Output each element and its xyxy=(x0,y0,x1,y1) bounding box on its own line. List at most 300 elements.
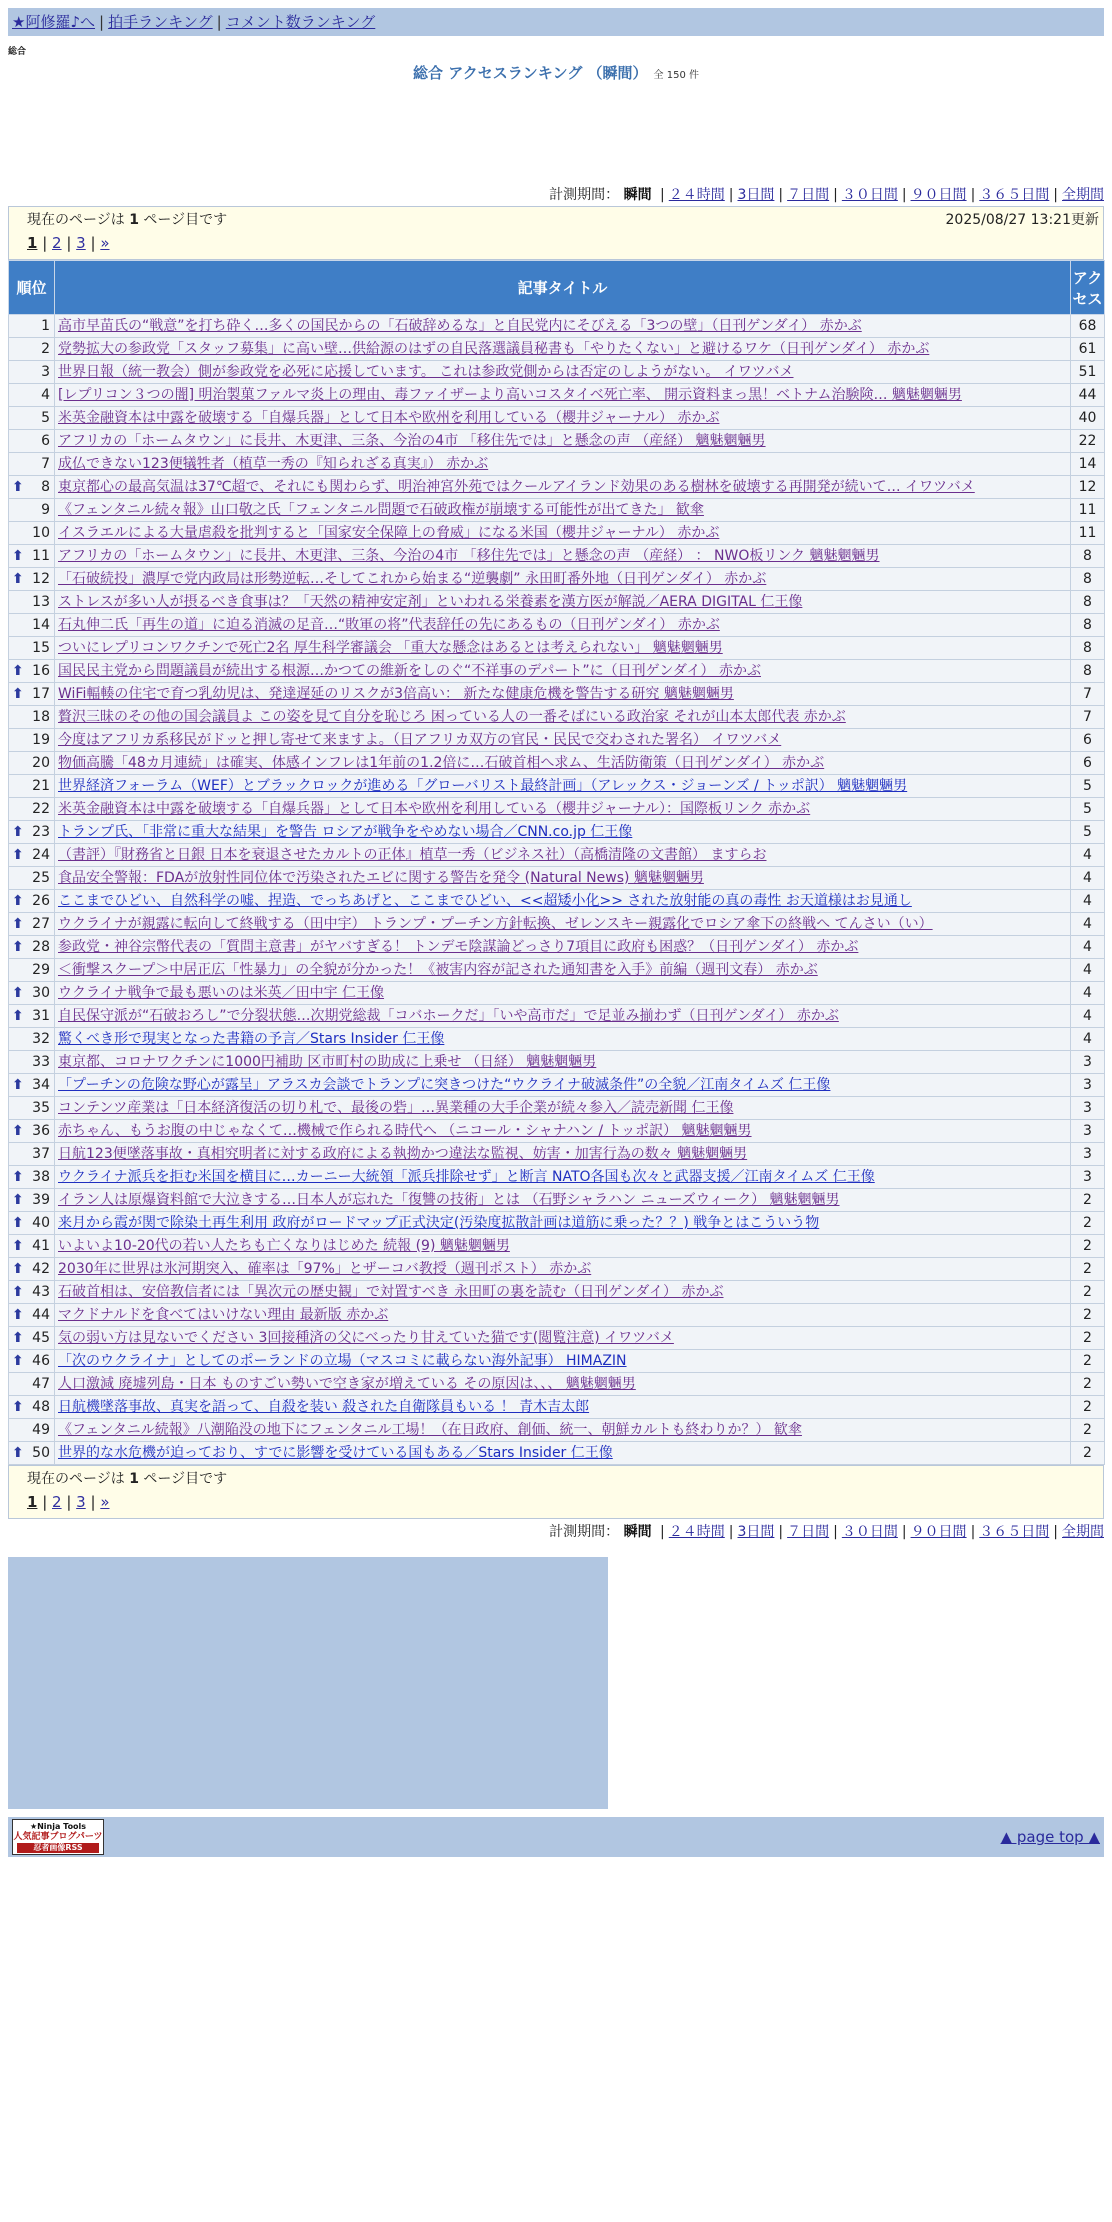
table-row xyxy=(9,430,1105,453)
access-count: 3 xyxy=(1071,1074,1105,1097)
period-selector-top: 計測期間： 瞬間 | ２４時間 | 3日間 | ７日間 | ３０日間 | ９０日間 | ３６５日間 | 全期間 xyxy=(549,187,1104,203)
rank-number: 47 xyxy=(32,1376,50,1392)
rank-number: 28 xyxy=(32,939,50,955)
article-title-link[interactable]: 贅沢三昧のその他の国会議員よ この姿を見て自分を恥じろ 困っている人の一番そばにいる政治家 それが山本太郎代表 赤かぶ xyxy=(58,709,846,725)
access-count: 22 xyxy=(1071,430,1105,453)
rank-number: 49 xyxy=(32,1422,50,1438)
access-count: 14 xyxy=(1071,453,1105,476)
access-count: 68 xyxy=(1071,315,1105,338)
access-count: 61 xyxy=(1071,338,1105,361)
table-row xyxy=(9,706,1105,729)
rank-cell xyxy=(9,752,55,775)
article-title-link[interactable]: [レプリコン３つの闇] 明治製菓ファルマ炎上の理由、毒ファイザーより高いコスタイベ死亡率、 開示資料まっ黒！ベトナム治験険… 魑魅魍魎男 xyxy=(58,387,962,403)
table-row xyxy=(9,1396,1105,1419)
table-row xyxy=(9,1097,1105,1120)
rank-cell xyxy=(9,1074,55,1097)
rank-cell xyxy=(9,1304,55,1327)
table-row xyxy=(9,614,1105,637)
page-top-link[interactable]: ▲ page top ▲ xyxy=(1000,1828,1100,1846)
table-row xyxy=(9,522,1105,545)
rank-cell xyxy=(9,1419,55,1442)
access-count: 40 xyxy=(1071,407,1105,430)
article-title-link[interactable]: ウクライナ派兵を拒む米国を横目に…カーニー大統領「派兵排除せず」と断言 NATO各国も次々と武器支援／江南タイムズ 仁王像 xyxy=(58,1169,875,1185)
period-link[interactable]: ２４時間 xyxy=(668,187,725,203)
arrow-up-icon: ⬆ xyxy=(12,847,24,863)
period-link[interactable]: 3日間 xyxy=(737,187,775,203)
period-link[interactable]: 全期間 xyxy=(1062,187,1104,203)
rank-number: 11 xyxy=(32,548,50,564)
page-link-3[interactable]: 3 xyxy=(76,1493,86,1511)
article-title-link[interactable]: 党勢拡大の参政党「スタッフ募集」に高い壁…供給源のはずの自民落選議員秘書も「やりたくない」と避けるワケ（日刊ゲンダイ） 赤かぶ xyxy=(58,341,930,357)
access-count: 4 xyxy=(1071,913,1105,936)
table-row xyxy=(9,1327,1105,1350)
access-count: 2 xyxy=(1071,1235,1105,1258)
rank-cell xyxy=(9,1281,55,1304)
rank-number: 44 xyxy=(32,1307,50,1323)
arrow-up-icon: ⬆ xyxy=(12,1307,24,1323)
rank-cell xyxy=(9,660,55,683)
article-title-link[interactable]: 《フェンタニル続々報》山口敬之氏「フェンタニル問題で石破政権が崩壊する可能性が出てきた」 歓傘 xyxy=(58,502,704,518)
article-title-link[interactable]: 今度はアフリカ系移民がドッと押し寄せて来ますよ。（日アフリカ双方の官民・民民で交わされた署名） イワツバメ xyxy=(58,732,782,748)
arrow-up-icon: ⬆ xyxy=(12,479,24,495)
rank-cell xyxy=(9,1373,55,1396)
article-title-link[interactable]: 東京都、コロナワクチンに1000円補助 区市町村の助成に上乗せ （日経） 魑魅魍魎男 xyxy=(58,1054,597,1070)
arrow-up-icon: ⬆ xyxy=(12,686,24,702)
rank-number: 45 xyxy=(32,1330,50,1346)
access-count: 4 xyxy=(1071,982,1105,1005)
rank-cell xyxy=(9,706,55,729)
table-row xyxy=(9,982,1105,1005)
rank-cell xyxy=(9,821,55,844)
access-count: 2 xyxy=(1071,1373,1105,1396)
period-link[interactable]: 全期間 xyxy=(1062,1524,1104,1540)
category-label: 総合 xyxy=(8,47,27,57)
rank-cell xyxy=(9,1120,55,1143)
article-title-link[interactable]: 自民保守派が“石破おろし”で分裂状態…次期党総裁「コバホークだ」「いや高市だ」で足並み揃わず（日刊ゲンダイ） 赤かぶ xyxy=(58,1008,839,1024)
article-title-link[interactable]: ストレスが多い人が摂るべき食事は？「天然の精神安定剤」といわれる栄養素を漢方医が解説／AERA DIGITAL 仁王像 xyxy=(58,594,803,610)
article-title-link[interactable]: いよいよ10-20代の若い人たちも亡くなりはじめた 続報 (9) 魑魅魍魎男 xyxy=(58,1238,510,1254)
access-count: 8 xyxy=(1071,637,1105,660)
rank-number: 24 xyxy=(32,847,50,863)
table-row xyxy=(9,407,1105,430)
rank-cell xyxy=(9,683,55,706)
access-count: 3 xyxy=(1071,1143,1105,1166)
table-row xyxy=(9,1074,1105,1097)
rank-number: 33 xyxy=(32,1054,50,1070)
table-row xyxy=(9,729,1105,752)
period-link[interactable]: ３０日間 xyxy=(841,187,898,203)
table-row xyxy=(9,1166,1105,1189)
table-row xyxy=(9,338,1105,361)
article-title-link[interactable]: 米英金融資本は中露を破壊する「自爆兵器」として日本や欧州を利用している（櫻井ジャーナル）：国際板リンク 赤かぶ xyxy=(58,801,811,817)
arrow-up-icon: ⬆ xyxy=(12,1330,24,1346)
table-row xyxy=(9,683,1105,706)
pager-top: 現在のページは 1 ページ目です 2025/08/27 13:21更新 1 | 2 | 3 | » xyxy=(8,206,1104,260)
article-title-link[interactable]: 世界日報（統一教会）側が参政党を必死に応援しています。 これは参政党側からは否定のしようがない。 イワツバメ xyxy=(58,364,794,380)
table-row xyxy=(9,315,1105,338)
period-link[interactable]: 3日間 xyxy=(737,1524,775,1540)
updated-timestamp: 2025/08/27 13:21更新 xyxy=(945,212,1099,228)
arrow-up-icon: ⬆ xyxy=(12,1008,24,1024)
article-title-link[interactable]: 参政党・神谷宗幣代表の「質問主意書」がヤバすぎる！ トンデモ陰謀論どっさり7項目に政府も困惑？（日刊ゲンダイ） 赤かぶ xyxy=(58,939,859,955)
access-count: 2 xyxy=(1071,1212,1105,1235)
period-link[interactable]: ３６５日間 xyxy=(979,1524,1050,1540)
ninja-tools-logo[interactable]: ★Ninja Tools 人気記事ブログパーツ 忍者画像RSS xyxy=(12,1819,104,1855)
table-row xyxy=(9,1028,1105,1051)
rank-number: 36 xyxy=(32,1123,50,1139)
article-title-link[interactable]: 米英金融資本は中露を破壊する「自爆兵器」として日本や欧州を利用している（櫻井ジャーナル） 赤かぶ xyxy=(58,410,720,426)
article-title-link[interactable]: 日航123便墜落事故・真相究明者に対する政府による執拗かつ違法な監視、妨害・加害行為の数々 魑魅魍魎男 xyxy=(58,1146,748,1162)
arrow-up-icon: ⬆ xyxy=(12,548,24,564)
access-count: 4 xyxy=(1071,936,1105,959)
rank-number: 50 xyxy=(32,1445,50,1461)
rank-cell xyxy=(9,890,55,913)
arrow-up-icon: ⬆ xyxy=(12,1353,24,1369)
rank-cell xyxy=(9,936,55,959)
rank-number: 15 xyxy=(32,640,50,656)
page-link-1: 1 xyxy=(27,234,38,252)
rank-number: 41 xyxy=(32,1238,50,1254)
access-count: 4 xyxy=(1071,844,1105,867)
rank-number: 4 xyxy=(41,387,50,403)
rank-cell xyxy=(9,1235,55,1258)
article-title-link[interactable]: イスラエルによる大量虐殺を批判すると「国家安全保障上の脅威」になる米国（櫻井ジャーナル） 赤かぶ xyxy=(58,525,720,541)
rank-number: 37 xyxy=(32,1146,50,1162)
article-title-link[interactable]: （書評）『財務省と日銀 日本を衰退させたカルトの正体』植草一秀（ビジネス社）（高橋清隆の文書館） ますらお xyxy=(58,847,767,863)
page-link-2[interactable]: 2 xyxy=(52,1493,62,1511)
table-row xyxy=(9,1051,1105,1074)
access-count: 2 xyxy=(1071,1327,1105,1350)
article-title-link[interactable]: 日航機墜落事故、真実を語って、自殺を装い 殺された自衛隊員もいる ！ 青木吉太郎 xyxy=(58,1399,590,1415)
arrow-up-icon: ⬆ xyxy=(12,893,24,909)
rank-cell xyxy=(9,522,55,545)
arrow-up-icon: ⬆ xyxy=(12,1169,24,1185)
rank-number: 13 xyxy=(32,594,50,610)
article-title-link[interactable]: 《フェンタニル続報》八潮陥没の地下にフェンタニル工場！（在日政府、創価、統一、朝鮮カルトも終わりか？） 歓傘 xyxy=(58,1422,802,1438)
rank-cell xyxy=(9,775,55,798)
table-row xyxy=(9,1005,1105,1028)
arrow-up-icon: ⬆ xyxy=(12,1192,24,1208)
rank-number: 32 xyxy=(32,1031,50,1047)
table-row xyxy=(9,1189,1105,1212)
table-row xyxy=(9,775,1105,798)
rank-cell xyxy=(9,338,55,361)
clap-ranking-link[interactable]: 拍手ランキング xyxy=(108,13,213,31)
table-row xyxy=(9,752,1105,775)
article-title-link[interactable]: 国民民主党から問題議員が続出する根源…かつての維新をしのぐ“不祥事のデパート”に（日刊ゲンダイ） 赤かぶ xyxy=(58,663,761,679)
arrow-up-icon: ⬆ xyxy=(12,824,24,840)
table-row xyxy=(9,545,1105,568)
article-title-link[interactable]: コンテンツ産業は「日本経済復活の切り札で、最後の砦」…異業種の大手企業が続々参入／読売新聞 仁王像 xyxy=(58,1100,734,1116)
rank-number: 30 xyxy=(32,985,50,1001)
rank-number: 38 xyxy=(32,1169,50,1185)
table-row xyxy=(9,1304,1105,1327)
arrow-up-icon: ⬆ xyxy=(12,939,24,955)
rank-cell xyxy=(9,1396,55,1419)
arrow-up-icon: ⬆ xyxy=(12,663,24,679)
rank-number: 40 xyxy=(32,1215,50,1231)
rank-number: 46 xyxy=(32,1353,50,1369)
article-title-link[interactable]: WiFi輻輳の住宅で育つ乳幼児は、発達遅延のリスクが3倍高い： 新たな健康危機を警告する研究 魑魅魍魎男 xyxy=(58,686,734,702)
page-link-2[interactable]: 2 xyxy=(52,234,62,252)
article-title-link[interactable]: 2030年に世界は氷河期突入、確率は「97%」とザーコバ教授（週刊ポスト） 赤かぶ xyxy=(58,1261,592,1277)
access-count: 7 xyxy=(1071,683,1105,706)
rank-cell xyxy=(9,844,55,867)
rank-cell xyxy=(9,1097,55,1120)
table-row xyxy=(9,1373,1105,1396)
rank-cell xyxy=(9,453,55,476)
period-label: 計測期間： xyxy=(549,187,620,203)
rank-cell xyxy=(9,637,55,660)
table-row xyxy=(9,568,1105,591)
article-title-link[interactable]: アフリカの「ホームタウン」に長井、木更津、三条、今治の4市 「移住先では」と懸念の声 （産経） 魑魅魍魎男 xyxy=(58,433,766,449)
rank-cell xyxy=(9,913,55,936)
rank-cell xyxy=(9,798,55,821)
access-count: 2 xyxy=(1071,1350,1105,1373)
access-count: 12 xyxy=(1071,476,1105,499)
article-title-link[interactable]: ウクライナ戦争で最も悪いのは米英／田中宇 仁王像 xyxy=(58,985,385,1001)
rank-cell xyxy=(9,959,55,982)
rank-cell xyxy=(9,614,55,637)
table-row xyxy=(9,660,1105,683)
rank-cell xyxy=(9,1028,55,1051)
total-count: 全 150 件 xyxy=(653,70,699,81)
rank-cell xyxy=(9,1189,55,1212)
rank-number: 20 xyxy=(32,755,50,771)
arrow-up-icon: ⬆ xyxy=(12,1261,24,1277)
arrow-up-icon: ⬆ xyxy=(12,1238,24,1254)
period-link[interactable]: ９０日間 xyxy=(910,187,967,203)
period-link[interactable]: ７日間 xyxy=(787,1524,830,1540)
rank-number: 1 xyxy=(41,318,50,334)
table-row xyxy=(9,936,1105,959)
article-title-link[interactable]: 驚くべき形で現実となった書籍の予言／Stars Insider 仁王像 xyxy=(58,1031,445,1047)
article-title-link[interactable]: ここまでひどい、自然科学の嘘、捏造、でっちあげと、ここまでひどい、<<超矮小化>> された放射能の真の毒性 お天道様はお見通し xyxy=(58,893,912,909)
table-row xyxy=(9,1212,1105,1235)
article-title-link[interactable]: 東京都心の最高気温は37℃超で、それにも関わらず、明治神宮外苑ではクールアイランド効果のある樹林を破壊する再開発が続いて… イワツバメ xyxy=(58,479,975,495)
rank-number: 3 xyxy=(41,364,50,380)
article-title-link[interactable]: ついにレプリコンワクチンで死亡2名 厚生科学審議会 「重大な懸念はあるとは考えられない」 魑魅魍魎男 xyxy=(58,640,723,656)
rank-cell xyxy=(9,729,55,752)
table-row xyxy=(9,361,1105,384)
access-count: 44 xyxy=(1071,384,1105,407)
next-page-link[interactable]: » xyxy=(100,234,110,252)
article-title-link[interactable]: 来月から霞が関で除染土再生利用 政府がロードマップ正式決定(汚染度拡散計画は道筋に乗った？？) 戦争とはこういう物 xyxy=(58,1215,820,1231)
access-count: 8 xyxy=(1071,660,1105,683)
rank-cell xyxy=(9,982,55,1005)
table-row xyxy=(9,637,1105,660)
access-count: 2 xyxy=(1071,1396,1105,1419)
arrow-up-icon: ⬆ xyxy=(12,1284,24,1300)
access-count: 8 xyxy=(1071,591,1105,614)
article-title-link[interactable]: マクドナルドを食べてはいけない理由 最新版 赤かぶ xyxy=(58,1307,389,1323)
access-count: 3 xyxy=(1071,1051,1105,1074)
article-title-link[interactable]: 「プーチンの危険な野心が露呈」アラスカ会談でトランプに突きつけた“ウクライナ破滅条件”の全貌／江南タイムズ 仁王像 xyxy=(58,1077,831,1093)
article-title-link[interactable]: 人口激減 廃墟列島・日本 ものすごい勢いで空き家が増えている その原因は、、、 魑魅魍魎男 xyxy=(58,1376,636,1392)
article-title-link[interactable]: 食品安全警報：FDAが放射性同位体で汚染されたエビに関する警告を発令 (Natural News) 魑魅魍魎男 xyxy=(58,870,704,886)
access-count: 3 xyxy=(1071,1097,1105,1120)
article-title-link[interactable]: ＜衝撃スクープ＞中居正広「性暴力」の全貌が分かった！《被害内容が記された通知書を入手》前編（週刊文春） 赤かぶ xyxy=(58,962,818,978)
rank-cell xyxy=(9,1166,55,1189)
rank-number: 22 xyxy=(32,801,50,817)
article-title-link[interactable]: 高市早苗氏の“戦意”を打ち砕く…多くの国民からの「石破辞めるな」と自民党内にそびえる「3つの壁」（日刊ゲンダイ） 赤かぶ xyxy=(58,318,862,334)
access-count: 5 xyxy=(1071,798,1105,821)
rank-number: 48 xyxy=(32,1399,50,1415)
rank-number: 25 xyxy=(32,870,50,886)
access-count: 4 xyxy=(1071,867,1105,890)
article-title-link[interactable]: ウクライナが親露に転向して終戦する（田中宇） トランプ・プーチン方針転換、ゼレンスキー親露化でロシア傘下の終戦へ てんさい（い） xyxy=(58,916,933,932)
footer xyxy=(8,1817,1104,1857)
access-count: 4 xyxy=(1071,1028,1105,1051)
access-count: 8 xyxy=(1071,568,1105,591)
rank-cell xyxy=(9,430,55,453)
comment-ranking-link[interactable]: コメント数ランキング xyxy=(225,13,376,31)
access-count: 4 xyxy=(1071,959,1105,982)
period-link[interactable]: ９０日間 xyxy=(910,1524,967,1540)
period-link[interactable]: ３６５日間 xyxy=(979,187,1050,203)
col-access-header: アクセス xyxy=(1071,261,1105,315)
period-link[interactable]: ７日間 xyxy=(787,187,830,203)
rank-number: 23 xyxy=(32,824,50,840)
table-row xyxy=(9,1120,1105,1143)
top-nav: ★阿修羅♪へ | 拍手ランキング | コメント数ランキング xyxy=(8,8,1104,36)
access-count: 8 xyxy=(1071,545,1105,568)
arrow-up-icon: ⬆ xyxy=(12,1077,24,1093)
rank-cell xyxy=(9,1442,55,1465)
rank-cell xyxy=(9,476,55,499)
rank-number: 9 xyxy=(41,502,50,518)
rank-number: 5 xyxy=(41,410,50,426)
arrow-up-icon: ⬆ xyxy=(12,1123,24,1139)
table-row xyxy=(9,867,1105,890)
article-title-link[interactable]: 赤ちゃん、もうお腹の中じゃなくて…機械で作られる時代へ （ニコール・シャナハン / トッポ訳） 魑魅魍魎男 xyxy=(58,1123,752,1139)
table-row xyxy=(9,844,1105,867)
article-title-link[interactable]: 「次のウクライナ」としてのポーランドの立場（マスコミに載らない海外記事） HIMAZIN xyxy=(58,1353,627,1369)
period-link[interactable]: ２４時間 xyxy=(668,1524,725,1540)
article-title-link[interactable]: アフリカの「ホームタウン」に長井、木更津、三条、今治の4市 「移住先では」と懸念の声 （産経） ： NWO板リンク 魑魅魍魎男 xyxy=(58,548,880,564)
table-row xyxy=(9,1235,1105,1258)
access-count: 51 xyxy=(1071,361,1105,384)
rank-cell xyxy=(9,315,55,338)
article-title-link[interactable]: 石破首相は、安倍教信者には「異次元の歴史観」で対置すべき 永田町の裏を読む（日刊ゲンダイ） 赤かぶ xyxy=(58,1284,724,1300)
rank-number: 26 xyxy=(32,893,50,909)
rank-number: 31 xyxy=(32,1008,50,1024)
table-row xyxy=(9,1143,1105,1166)
access-count: 2 xyxy=(1071,1281,1105,1304)
table-row xyxy=(9,591,1105,614)
page-link-3[interactable]: 3 xyxy=(76,234,86,252)
rank-number: 27 xyxy=(32,916,50,932)
arrow-up-icon: ⬆ xyxy=(12,916,24,932)
article-title-link[interactable]: 成仏できない123便犠牲者（植草一秀の『知られざる真実』） 赤かぶ xyxy=(58,456,489,472)
table-row xyxy=(9,1442,1105,1465)
rank-number: 29 xyxy=(32,962,50,978)
rank-number: 16 xyxy=(32,663,50,679)
page-link-1: 1 xyxy=(27,1493,38,1511)
access-count: 2 xyxy=(1071,1258,1105,1281)
rank-cell xyxy=(9,1258,55,1281)
article-title-link[interactable]: トランプ氏、「非常に重大な結果」を警告 ロシアが戦争をやめない場合／CNN.co.jp 仁王像 xyxy=(58,824,633,840)
rank-number: 14 xyxy=(32,617,50,633)
page-title-text: 総合 アクセスランキング （瞬間） xyxy=(413,64,648,82)
rank-number: 19 xyxy=(32,732,50,748)
rank-cell xyxy=(9,361,55,384)
next-page-link[interactable]: » xyxy=(100,1493,110,1511)
access-count: 3 xyxy=(1071,1166,1105,1189)
rank-cell xyxy=(9,568,55,591)
rank-number: 39 xyxy=(32,1192,50,1208)
arrow-up-icon: ⬆ xyxy=(12,985,24,1001)
access-count: 11 xyxy=(1071,522,1105,545)
rank-number: 2 xyxy=(41,341,50,357)
rank-cell xyxy=(9,384,55,407)
arrow-up-icon: ⬆ xyxy=(12,1215,24,1231)
rank-cell xyxy=(9,591,55,614)
period-selector-bottom: 計測期間： 瞬間 | ２４時間 | 3日間 | ７日間 | ３０日間 | ９０日間 | ３６５日間 | 全期間 xyxy=(549,1524,1104,1540)
article-title-link[interactable]: 世界経済フォーラム（WEF）とブラックロックが進める「グローバリスト最終計画」（アレックス・ジョーンズ / トッポ訳） 魑魅魍魎男 xyxy=(58,778,908,794)
article-title-link[interactable]: 物価高騰「48カ月連続」は確実、体感インフレは1年前の1.2倍に…石破首相へ求ム、生活防衛策（日刊ゲンダイ） 赤かぶ xyxy=(58,755,825,771)
rank-number: 34 xyxy=(32,1077,50,1093)
article-title-link[interactable]: 世界的な水危機が迫っており、すでに影響を受けている国もある／Stars Insider 仁王像 xyxy=(58,1445,613,1461)
period-link[interactable]: ３０日間 xyxy=(841,1524,898,1540)
table-row xyxy=(9,453,1105,476)
rank-number: 21 xyxy=(32,778,50,794)
article-title-link[interactable]: 「石破続投」濃厚で党内政局は形勢逆転…そしてこれから始まる“逆襲劇” 永田町番外地（日刊ゲンダイ） 赤かぶ xyxy=(58,571,767,587)
access-count: 5 xyxy=(1071,821,1105,844)
current-page-text-bottom: 現在のページは 1 ページ目です xyxy=(27,1471,228,1487)
access-count: 6 xyxy=(1071,729,1105,752)
access-count: 4 xyxy=(1071,890,1105,913)
access-count: 11 xyxy=(1071,499,1105,522)
access-count: 6 xyxy=(1071,752,1105,775)
rank-number: 42 xyxy=(32,1261,50,1277)
rank-number: 17 xyxy=(32,686,50,702)
article-title-link[interactable]: イラン人は原爆資料館で大泣きする…日本人が忘れた「復讐の技術」とは （石野シャラハン ニューズウィーク） 魑魅魍魎男 xyxy=(58,1192,840,1208)
table-row xyxy=(9,913,1105,936)
rank-cell xyxy=(9,867,55,890)
rank-number: 12 xyxy=(32,571,50,587)
article-title-link[interactable]: 石丸伸二氏「再生の道」に迫る消滅の足音…“敗軍の将”代表辞任の先にあるもの（日刊ゲンダイ） 赤かぶ xyxy=(58,617,720,633)
ad-area xyxy=(8,1557,608,1809)
table-row xyxy=(9,1281,1105,1304)
home-link[interactable]: ★阿修羅♪へ xyxy=(12,13,96,31)
table-row xyxy=(9,499,1105,522)
arrow-up-icon: ⬆ xyxy=(12,571,24,587)
rank-cell xyxy=(9,1350,55,1373)
arrow-up-icon: ⬆ xyxy=(12,1445,24,1461)
ranking-table xyxy=(8,260,1105,1465)
rank-number: 35 xyxy=(32,1100,50,1116)
pager-bottom: 現在のページは 1 ページ目です 1 | 2 | 3 | » xyxy=(8,1465,1104,1519)
access-count: 4 xyxy=(1071,1005,1105,1028)
table-row xyxy=(9,1350,1105,1373)
access-count: 2 xyxy=(1071,1304,1105,1327)
current-page-text: 現在のページは 1 ページ目です xyxy=(27,212,228,228)
rank-number: 7 xyxy=(41,456,50,472)
article-title-link[interactable]: 気の弱い方は見ないでください 3回接種済の父にべったり甘えていた猫です(閲覧注意) イワツバメ xyxy=(58,1330,674,1346)
access-count: 5 xyxy=(1071,775,1105,798)
table-row xyxy=(9,384,1105,407)
rank-cell xyxy=(9,545,55,568)
rank-cell xyxy=(9,1327,55,1350)
rank-number: 10 xyxy=(32,525,50,541)
rank-cell xyxy=(9,1005,55,1028)
col-rank-header: 順位 xyxy=(9,261,55,315)
page-title xyxy=(8,62,1104,84)
rank-number: 6 xyxy=(41,433,50,449)
rank-number: 43 xyxy=(32,1284,50,1300)
rank-number: 18 xyxy=(32,709,50,725)
